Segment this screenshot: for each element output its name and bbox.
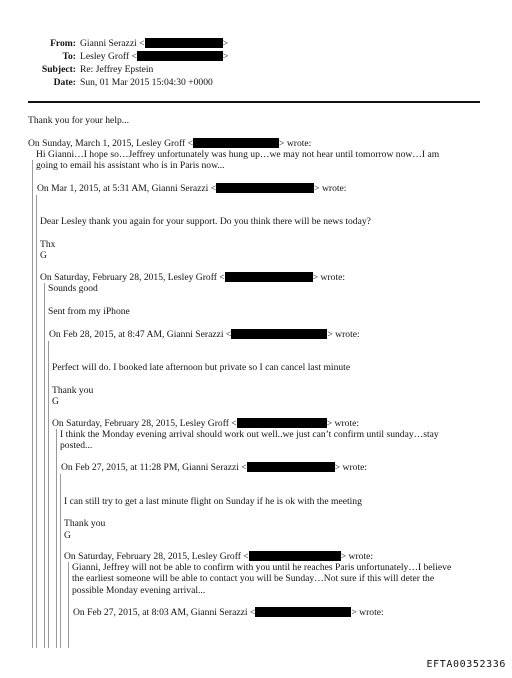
- subject-label: Subject:: [41, 64, 76, 75]
- to-label: To:: [62, 51, 76, 62]
- document-id: EFTA00352336: [426, 659, 506, 670]
- body-line: posted...: [60, 440, 93, 451]
- body-line: the earliest someone will be able to contact you will be Sunday…Not sure if this will deter the: [72, 573, 435, 584]
- quote-header: On Feb 28, 2015, at 8:47 AM, Gianni Serazzi < > wrote:: [49, 329, 360, 340]
- subject-value: Re: Jeffrey Epstein: [80, 64, 154, 75]
- quote-bar-1: [32, 160, 33, 648]
- redaction: [137, 51, 223, 61]
- quote-header: On Saturday, February 28, 2015, Lesley Groff < > wrote:: [52, 418, 360, 429]
- body-line: G: [52, 396, 59, 407]
- redaction: [249, 551, 341, 561]
- body-line: Thank you for your help...: [28, 115, 129, 126]
- redaction: [225, 272, 313, 282]
- body-line: possible Monday evening arrival...: [72, 585, 206, 596]
- date-value: Sun, 01 Mar 2015 15:04:30 +0000: [80, 77, 213, 88]
- body-line: Thx: [40, 239, 56, 250]
- body-line: Dear Lesley thank you again for your support. Do you think there will be news today?: [40, 216, 371, 227]
- body-line: going to email his assistant who is in Paris now...: [36, 160, 225, 171]
- body-line: Thank you: [52, 385, 94, 396]
- redaction: [247, 462, 335, 472]
- redaction: [231, 329, 327, 339]
- body-line: Gianni, Jeffrey will not be able to confirm with you until he reaches Paris unfortunately…I believe: [72, 562, 452, 573]
- quote-bar-2: [36, 195, 37, 648]
- body-line: I think the Monday evening arrival should work out well..we just can’t confirm until sunday…stay: [60, 429, 439, 440]
- quote-header: On Sunday, March 1, 2015, Lesley Groff < > wrote:: [28, 138, 312, 149]
- quote-header: On Feb 27, 2015, at 11:28 PM, Gianni Serazzi < > wrote:: [61, 462, 368, 473]
- redaction: [193, 138, 279, 148]
- quote-bar-7: [68, 562, 69, 648]
- to-value: Lesley Groff < >: [80, 51, 229, 62]
- redaction: [216, 183, 314, 193]
- quote-bar-5: [56, 429, 57, 648]
- redaction: [145, 38, 223, 48]
- body-line: I can still try to get a last minute flight on Sunday if he is ok with the meeting: [64, 496, 362, 507]
- from-label: From:: [50, 38, 76, 49]
- body-line: Thank you: [64, 518, 106, 529]
- from-value: Gianni Serazzi < >: [80, 38, 228, 49]
- body-line: Sounds good: [48, 283, 98, 294]
- quote-bar-6: [60, 474, 61, 648]
- quote-header: On Saturday, February 28, 2015, Lesley Groff < > wrote:: [64, 551, 374, 562]
- date-label: Date:: [53, 77, 76, 88]
- body-line: Hi Gianni…I hope so…Jeffrey unfortunately was hung up…we may not hear until tomorrow now…I am: [36, 149, 440, 160]
- body-line: Sent from my iPhone: [48, 306, 130, 317]
- quote-header: On Mar 1, 2015, at 5:31 AM, Gianni Serazzi < > wrote:: [37, 183, 347, 194]
- redaction: [255, 607, 351, 617]
- quote-header: On Feb 27, 2015, at 8:03 AM, Gianni Serazzi < > wrote:: [73, 607, 384, 618]
- quote-header: On Saturday, February 28, 2015, Lesley Groff < > wrote:: [40, 272, 346, 283]
- body-line: G: [40, 250, 47, 261]
- quote-bar-4: [48, 341, 49, 648]
- redaction: [237, 418, 327, 428]
- quote-bar-3: [44, 283, 45, 648]
- body-line: Perfect will do. I booked late afternoon but private so I can cancel last minute: [52, 362, 351, 373]
- body-line: G: [64, 530, 71, 541]
- header-divider: [28, 101, 480, 103]
